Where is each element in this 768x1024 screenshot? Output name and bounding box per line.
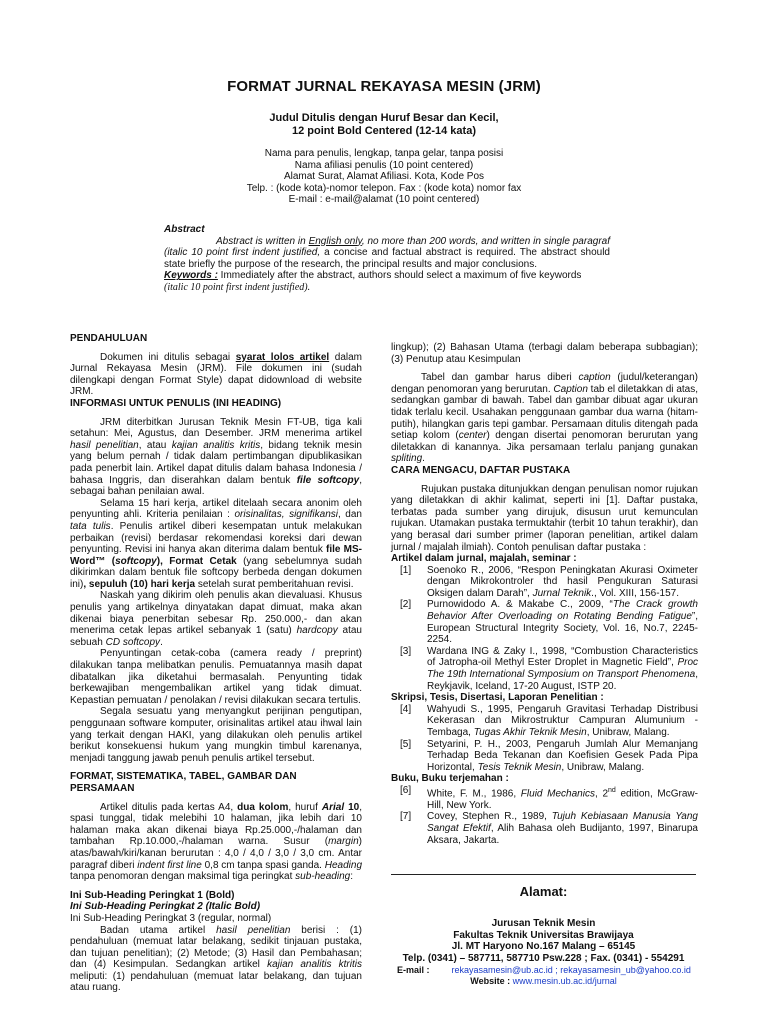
heading-pendahuluan: PENDAHULUAN xyxy=(70,333,148,344)
author-line-1: Nama para penulis, lengkap, tanpa gelar, tanpa posisi xyxy=(264,148,504,159)
subtitle-line-1: Judul Ditulis dengan Huruf Besar dan Kecil, xyxy=(269,112,499,124)
email-label: E-mail : xyxy=(397,965,430,975)
paragraph-body-structure: Badan utama artikel hasil penelitian berisi : (1) pendahuluan (memuat latar belakang, sedikit tinjauan pustaka, dan tujuan penelitian); (2) Metode; (3) Hasil dan Pembahasan; dan (4) Kesimpulan. Sedangkan artikel kajian analitis ktritis meliputi: (1) pendahuluan (memuat latar belakang, dan tujuan atau ruang. xyxy=(70,924,362,994)
website-label: Website : xyxy=(470,976,511,986)
paragraph-references-intro: Rujukan pustaka ditunjukkan dengan penulisan nomor rujukan yang diletakkan di akhir kalimat, seperti ini [1]. Daftar pustaka, terbatas pada sumber yang dirujuk, disusun urut kemunculan rujukan. Utamakan pustaka termuktahir (terbit 10 tahun terakhir), dan yang berasal dari sumber primer (laporan penelitian, artikel dalam jurnal / majalah ilmiah). Contoh penulisan daftar pustaka : xyxy=(391,483,698,553)
paragraph-review: Selama 15 hari kerja, artikel ditelaah secara anonim oleh penyunting ahli. Kriteria penilaian : orisinalitas, signifikansi, dan tata tulis. Penulis artikel diberi kesempatan untuk melakukan perbaikan (revisi) berdasar rekomendasi koreksi dari dewan penyunting. Revisi ini hanya akan diterima dalam bentuk file MS-Word™ (softcopy), Format Cetak (yang sebelumnya sudah dikirimkan dalam bentuk file softcopy berbeda dengan dokumen ini), sepuluh (10) hari kerja setelah surat pemberitahuan revisi. xyxy=(70,497,362,590)
author-block xyxy=(0,148,768,206)
reference-item: [2] Purnowidodo A. & Makabe C., 2009, “The Crack growth Behavior After Overloading on Rotating Bending Fatigue”, European Structural Integrity Society, Vol. 16, No.7, 2245-2254. xyxy=(400,599,698,646)
author-line-2: Nama afiliasi penulis (10 point centered) xyxy=(294,159,474,171)
keywords-line: Keywords : Immediately after the abstract, authors should select a maximum of five keywords xyxy=(164,270,582,282)
abstract-heading: Abstract xyxy=(164,224,205,235)
reference-item: [7] Covey, Stephen R., 1989, Tujuh Kebiasaan Manusia Yang Sangat Efektif, Alih Bahasa oleh Budijanto, 1997, Binarupa Aksara, Jakarta. xyxy=(400,811,698,846)
keywords-note: (italic 10 point first indent justified). xyxy=(164,281,311,293)
address-heading: Alamat: xyxy=(519,884,568,899)
author-line-3: Alamat Surat, Alamat Afiliasi. Kota, Kode Pos xyxy=(283,171,485,182)
paragraph-haki: Segala sesuatu yang menyangkut perijinan pengutipan, penggunaan software komputer, orisinalitas artikel atau ihwal lain yang terkait dengan HAKI, yang dilakukan oleh penulis artikel berikut konsekuensi hukum yang mungkin timbul karenanya, menjadi tanggung jawab penuh penulis artikel tersebut. xyxy=(70,706,362,764)
website-row xyxy=(391,976,696,987)
reference-category-thesis: Skripsi, Tesis, Disertasi, Laporan Penelitian : xyxy=(391,692,604,704)
reference-category-books: Buku, Buku terjemahan : xyxy=(391,773,509,785)
address-block xyxy=(391,918,696,964)
paragraph-editing: Penyuntingan cetak-coba (camera ready / preprint) dilakukan tanpa melibatkan penulis. Pemuatannya masih dapat dibatalkan jika diketahui bermasalah. Penyunting tidak berkewajiban mengembalikan artikel yang tidak dimuat. Kepastian pemuatan / penolakan / revisi dilakukan secara tertulis. xyxy=(70,648,362,706)
abstract-body: Abstract is written in English only, no more than 200 words, and written in single paragraf (italic 10 point first indent justified, a concise and factual abstract is required. The abstract should state briefly the purpose of the research, the principal results and major conclusions. xyxy=(164,235,610,270)
heading-informasi-penulis: INFORMASI UNTUK PENULIS (INI HEADING) xyxy=(70,397,282,409)
reference-list-thesis xyxy=(391,704,698,774)
address-divider xyxy=(391,874,696,875)
email-link[interactable]: rekayasamesin@ub.ac.id ; rekayasamesin_ub@yahoo.co.id xyxy=(451,965,691,975)
paper-title-instructions xyxy=(0,112,768,137)
address-phone: Telp. (0341) – 587711, 587710 Psw.228 ; Fax. (0341) - 554291 xyxy=(402,952,685,964)
paragraph-format: Artikel ditulis pada kertas A4, dua kolom, huruf Arial 10, spasi tunggal, tidak melebihi 10 halaman, jika lebih dari 10 halaman maka akan dikenai biaya Rp.25.000,-/halaman dan tambahan Rp.10.000,-/halaman warna. Susur (margin) atas/bawah/kiri/kanan berurutan : 4,0 / 4,0 / 3,0 / 3,0 cm. Antar paragraf diberi indent first line 0,8 cm tanpa spasi ganda. Heading tanpa penomoran dengan maksimal tiga peringkat sub-heading: xyxy=(70,801,363,883)
author-line-5: E-mail : e-mail@alamat (10 point centered) xyxy=(288,194,480,205)
left-column xyxy=(70,333,362,994)
reference-list-books xyxy=(391,785,698,846)
paragraph-fee: Naskah yang dikirim oleh penulis akan dievaluasi. Khusus penulis yang artikelnya dinyatakan dapat dimuat, maka akan dikenai biaya penerbitan sebesar Rp. 250.000,- dan akan menerima cetak lepas artikel sebanyak 1 (satu) hardcopy atau sebuah CD softcopy. xyxy=(70,590,362,648)
english-only-text: English only xyxy=(308,235,362,247)
reference-item: [5] Setyarini, P. H., 2003, Pengaruh Jumlah Alur Memanjang Terhadap Beda Tekanan dan Koefisien Gesek Pada Pipa Horizontal, Tesis Teknik Mesin, Unibraw, Malang. xyxy=(400,738,698,773)
reference-item: [1] Soenoko R., 2006, “Respon Peningkatan Akurasi Oximeter dengan Mikrokontroler thd hasil Pengukuran Saturasi Oksigen dalam Darah”, Jurnal Teknik., Vol. XIII, 156-157. xyxy=(400,564,698,599)
reference-category-journal: Artikel dalam jurnal, majalah, seminar : xyxy=(391,553,577,565)
paragraph-jrm: JRM diterbitkan Jurusan Teknik Mesin FT-UB, tiga kali setahun: Mei, Agustus, dan Desember. JRM menerima artikel hasil penelitian, atau kajian analitis kritis, bidang teknik mesin yang belum pernah / tidak dalam pertimbangan dipublikasikan pada penerbit lain. Artikel dapat ditulis dalam bahasa Indonesia / bahasa Inggris, dan diserahkan dalam bentuk file softcopy, sebagai bahan penilaian awal. xyxy=(70,416,362,498)
reference-list-journal xyxy=(391,565,698,693)
address-line-2: Fakultas Teknik Universitas Brawijaya xyxy=(453,929,634,941)
reference-item: [4] Wahyudi S., 1995, Pengaruh Gravitasi Terhadap Distribusi Kekerasan dan Mikrostruktur Campuran Alumunium - Tembaga, Tugas Akhir Teknik Mesin, Unibraw, Malang. xyxy=(400,703,698,738)
paragraph-tables-figures: Tabel dan gambar harus diberi caption (judul/keterangan) dengan penomoran yang berurutan. Caption tab el diletakkan di atas, sedangkan gambar di bawah. Tabel dan gambar dibuat agar ukuran tidak terlalu kecil. Usahakan penggunaan gambar dua warna (hitam-putih), hilangkan garis tepi gambar. Persamaan ditulis ditengah pada setiap kolom (center) dengan disertai penomoran berurutan yang diletakkan di kanannya. Jika persamaan terlalu panjang gunakan spliting. xyxy=(391,372,699,465)
right-column xyxy=(391,342,698,846)
paragraph-continued: lingkup); (2) Bahasan Utama (terbagi dalam beberapa subbagian); (3) Penutup atau Kesimpulan xyxy=(391,342,698,365)
website-link[interactable]: www.mesin.ub.ac.id/jurnal xyxy=(512,976,617,986)
subtitle-line-2: 12 point Bold Centered (12-14 kata) xyxy=(292,124,476,137)
contact-block xyxy=(391,965,696,987)
reference-item: [6] White, F. M., 1986, Fluid Mechanics, 2nd edition, McGraw-Hill, New York. xyxy=(400,784,698,811)
heading-format: FORMAT, SISTEMATIKA, TABEL, GAMBAR DAN PERSAMAAN xyxy=(70,771,297,794)
author-line-4: Telp. : (kode kota)-nomor telepon. Fax : (kode kota) nomor fax xyxy=(246,182,522,194)
address-line-3: Jl. MT Haryono No.167 Malang – 65145 xyxy=(451,941,636,953)
subheading-level-3: Ini Sub-Heading Peringkat 3 (regular, normal) xyxy=(70,912,272,924)
abstract-section xyxy=(164,224,610,294)
heading-daftar-pustaka: CARA MENGACU, DAFTAR PUSTAKA xyxy=(391,464,571,476)
email-row xyxy=(391,965,696,976)
subheading-level-2: Ini Sub-Heading Peringkat 2 (Italic Bold) xyxy=(70,901,261,913)
subheading-level-1: Ini Sub-Heading Peringkat 1 (Bold) xyxy=(70,889,235,901)
keywords-label: Keywords : xyxy=(164,270,218,282)
paragraph-intro: Dokumen ini ditulis sebagai syarat lolos artikel dalam Jurnal Rekayasa Mesin (JRM). File dokumen ini (sudah dilengkapi dengan Format Style) dapat didownload di website JRM. xyxy=(70,351,363,398)
address-line-1: Jurusan Teknik Mesin xyxy=(491,918,596,929)
reference-item: [3] Wardana ING & Zaky I., 1998, “Combustion Characteristics of Jatropha-oil Methyl Ester Droplet in Magnetic Field”, Proc The 19th International Symposium on Transport Phenomena, Reykjavik, Iceland, 17-20 August, ISTP 20. xyxy=(400,645,698,692)
document-title: FORMAT JURNAL REKAYASA MESIN (JRM) xyxy=(227,78,541,95)
